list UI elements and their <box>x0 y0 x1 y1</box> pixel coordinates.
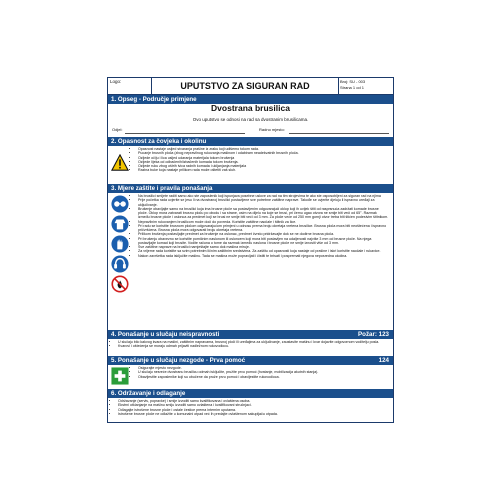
gloves-icon <box>111 235 129 253</box>
section-6-body <box>108 398 393 422</box>
maintenance-item: • Istrošene brusne ploče ne odlažite u komunalni otpad već ih predajte ovlaštenom sakupljaču otpada. <box>118 412 389 416</box>
hazard-item: • Ozljede očiju i lica usljed udaranja materijala tokom brušenja <box>138 156 389 160</box>
warning-icon <box>111 154 129 172</box>
malfunction-list <box>112 340 389 349</box>
rule-item: • Pri radu se koristite brusnom pločom odgovarajućom primjeni u odnosu prema broju okretaja vretena brusilice. Brusna ploča mora biti neoštećena i ispravno pričvršćena. Brusna ploča mora odgovarati broju okretaja vretena. <box>138 224 389 233</box>
rule-item: • Brušenje obavljajte samo na brusilici koja ima brusne ploče sa postavljenim odgovarajući oklop koji ih uvijek štiti od rasprsnuća zadržati komade brusne ploče. Oklop mora zatvarati brusnu ploču po obodu i sa strane, osim na dijelu na koje se brusi, pri čemu ugao otvora ne smije biti veći od 65°. Razmak između brusne ploče i oslonca za predmet koji se brusi ne smije biti veći od 3 mm. Za ploče veće od 250 mm gornji otvor treba biti štićen podesivim štitnikom. <box>138 207 389 220</box>
hazard-item: • Opasnost nastaje usljed stvaranja prašine iz zraku koji udišemo tokom rada. <box>138 147 389 151</box>
page-info: Strana 1 od 1 <box>340 84 365 90</box>
dept-label: Odjel: <box>112 127 123 132</box>
logo-box: Logo: <box>108 78 152 94</box>
maintenance-item: • Odlagajte istrošene brusne ploče i ostale čestice prema internim uputama. <box>118 408 389 412</box>
first-aid-icon <box>111 367 129 385</box>
section-4-title <box>108 330 393 339</box>
document-number: Broj: SU - 003 <box>340 79 366 84</box>
rule-item: • Prije početka rada uvjerite se jesu li na dvostranoj brusilici postavljene sve potrebne zaštitne naprave. Takođe se uvjerite djeluju li ispravno uređaji za uključivanje. <box>138 198 389 207</box>
section-1-body <box>108 104 393 136</box>
hazard-item: • Ozljede ruku zbog oštrih ivica radnih komada i ukljanjanja materijala <box>138 164 389 168</box>
hazard-item: • Pucanje brusnih ploča (zbog nepravilnog rukovanja mašinom i odabiram neadekvatnih brusnih ploča. <box>138 151 389 155</box>
safety-instruction-sheet <box>107 77 394 423</box>
rule-item: • Nepravilnim rukovanjem brusilicom može doći do povreda. Koristite zaštitne naočale i štitnik za lice. <box>138 220 389 224</box>
section-4-label: 4. Ponašanje u slučaju neispravnosti <box>111 331 220 338</box>
malfunction-item: • Kvarovi i oštećenja se moraju odmah prijaviti nadležnom rukovodiocu. <box>118 344 389 348</box>
hazard-item: • Razina buke koja nastaje prilikom rada može oštetiti vaš sluh. <box>138 168 389 172</box>
section-6-title: 6. Održavanje i odlaganje <box>108 389 393 398</box>
protective-clothing-icon <box>111 215 129 233</box>
section-5-title <box>108 356 393 365</box>
rule-item: • Prilikom brušenja postavljajte predmet za brušenje na oslonac, predmet čvrsto pridržavajte dok se ne dodirne brusna ploča. <box>138 232 389 236</box>
rule-item: • Sve zaštitne naprave na brusilici namještajte samo dok mašina miruje. <box>138 245 389 249</box>
hazard-list <box>132 147 389 173</box>
section-5-label: 5. Ponašanje u slučaju nezgode - Prva pomoć <box>111 357 246 364</box>
eye-protection-icon <box>111 195 129 213</box>
workplace-field-line <box>289 133 389 134</box>
safety-rules-list <box>132 194 389 258</box>
section-1-title: 1. Opseg - Područje primjene <box>108 95 393 104</box>
maintenance-item: • Ekstrni otklanjanje na mašinu smiju izvoditi samo ovlaštena i kvalifikovani stručnjaci. <box>118 403 389 407</box>
fire-phone: Požar: 123 <box>358 331 389 338</box>
first-aid-item: • Obavijestite zaposlenike koji su obučene da pruže prvu pomoć i obavijestite rukovodioca. <box>138 375 389 379</box>
section-3-body <box>108 193 393 329</box>
hazard-item: • Ozljede lijeka od odbačenih/izbačenih komada tokom brušenja. <box>138 160 389 164</box>
document-meta <box>338 78 393 94</box>
section-4-body <box>108 339 393 355</box>
section-2-title: 2. Opasnost za čovjeka i okolinu <box>108 137 393 146</box>
first-aid-item: • Osigurajte mjesto nezgode. <box>138 366 389 370</box>
hearing-protection-icon <box>111 255 129 273</box>
document-title: UPUTSTVO ZA SIGURAN RAD <box>152 78 339 94</box>
first-aid-item: • U slučaju nesreće dvostranu brusilicu odmah isključite, pružite prvu pomoć (hvatanje, mobilizacija akutnih stanja). <box>138 370 389 374</box>
emergency-phone: 124 <box>378 357 389 364</box>
maintenance-list <box>112 399 389 416</box>
malfunction-item: • U slučaju bilo kakvog kvara na mašini, zaštitnim napravama, brusnoj ploči ili uređajima za uključivanje, zaustavite mašinu i kvar dojavite odgovornom voditelju posla. <box>118 340 389 344</box>
workplace-label: Radno mjesto: <box>259 127 285 132</box>
rule-item: • Za vrijeme rada koristite sa svim potrebnim ličnim zaštitnim sredstvima. Za zaštitu od opasnosti koja nastaje od prašine i iskri koristite naočale i rukavice. <box>138 249 389 253</box>
first-aid-list <box>132 366 389 379</box>
maintenance-item: • Održavanje (servis, popravke) i smije izvoditi samo kvalifikovana i ovlaštena osoba. <box>118 399 389 403</box>
section-3-title: 3. Mjere zaštite i pravila ponašanja <box>108 184 393 193</box>
sheet-header <box>108 78 393 95</box>
section-2-body <box>108 146 393 183</box>
machine-name: Dvostrana brusilica <box>211 103 290 113</box>
rule-item: • Na brusilici smijete raditi samo ako ste zaposlenik koji ispunjava posebne uslove za rad na tim strojevima te ako ste osposobljeni za siguran rad na njima <box>138 194 389 198</box>
dept-field-line <box>125 133 245 134</box>
section-5-body <box>108 365 393 388</box>
rule-item: • Nakon završetka rada isključite mašinu. Tada se mašina može popravljati i čistiti te brisati i pospremati njegova neposredna okolina. <box>138 254 389 258</box>
no-fire-icon <box>111 275 129 293</box>
rule-item: • Pri brušenju obavezno se koristite pomičnim naslonom ili osloncem koji mora biti postavljen na udaljenosti najviše 3 mm od brusne ploče. Na njega postavljajte komad koji brusite. Vodite računa o tome da razmak između naslona i brusne ploče ne smije iznositi više od 3 mm. <box>138 237 389 246</box>
scope-description: Ovo uputstvo se odnosi na rad sa dvostranim brusilicama. <box>192 117 309 122</box>
